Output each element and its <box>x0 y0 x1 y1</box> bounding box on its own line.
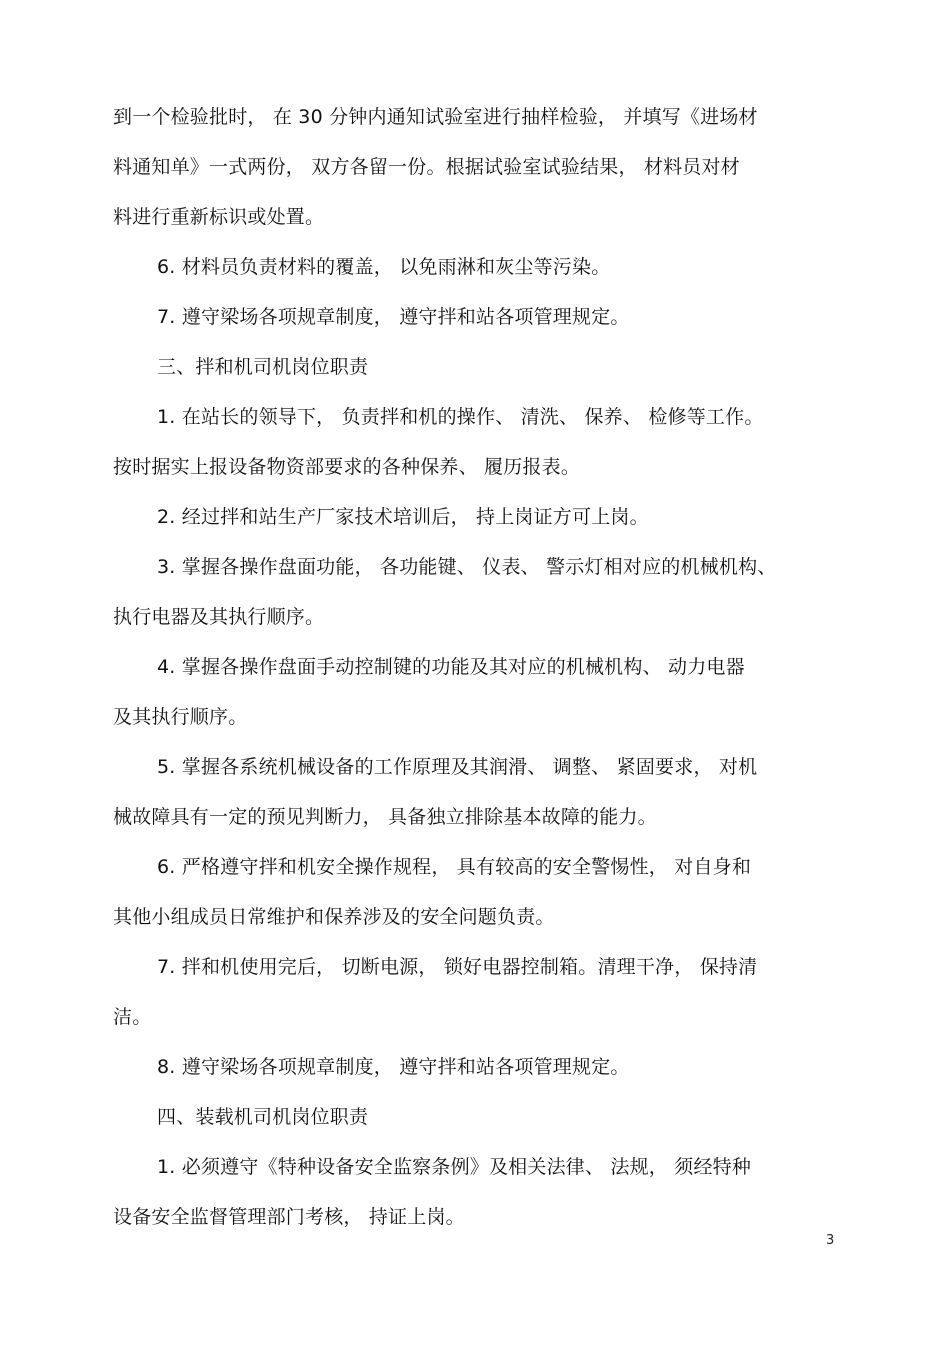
text-line-5: 7. 遵守梁场各项规章制度， 遵守拌和站各项管理规定。 <box>157 306 630 328</box>
text-line-9: 2. 经过拌和站生产厂家技术培训后， 持上岗证方可上岗。 <box>157 506 649 528</box>
text-line-20: 8. 遵守梁场各项规章制度， 遵守拌和站各项管理规定。 <box>157 1056 630 1078</box>
text-line-8: 按时据实上报设备物资部要求的各种保养、 履历报表。 <box>113 456 581 478</box>
text-line-17: 其他小组成员日常维护和保养涉及的安全问题负责。 <box>113 906 555 928</box>
text-line-10: 3. 掌握各操作盘面功能， 各功能键、 仪表、 警示灯相对应的机械机构、 <box>157 556 777 578</box>
text-line-19: 洁。 <box>113 1006 152 1028</box>
text-line-13: 及其执行顺序。 <box>113 706 248 728</box>
text-line-12: 4. 掌握各操作盘面手动控制键的功能及其对应的机械机构、 动力电器 <box>157 656 745 678</box>
page-number: 3 <box>826 1233 835 1248</box>
text-line-15: 械故障具有一定的预见判断力， 具备独立排除基本故障的能力。 <box>113 806 657 828</box>
text-line-14: 5. 掌握各系统机械设备的工作原理及其润滑、 调整、 紧固要求， 对机 <box>157 756 758 778</box>
text-line-1: 到一个检验批时， 在 30 分钟内通知试验室进行抽样检验， 并填写《进场材 <box>113 106 758 128</box>
text-line-23: 设备安全监督管理部门考核， 持证上岗。 <box>113 1206 465 1228</box>
text-line-11: 执行电器及其执行顺序。 <box>113 606 325 628</box>
text-line-22: 1. 必须遵守《特种设备安全监察条例》及相关法律、 法规， 须经特种 <box>157 1156 752 1178</box>
section-heading-3: 三、拌和机司机岗位职责 <box>157 356 369 378</box>
text-line-7: 1. 在站长的领导下， 负责拌和机的操作、 清洗、 保养、 检修等工作。 <box>157 406 764 428</box>
text-line-3: 料进行重新标识或处置。 <box>113 206 325 228</box>
section-heading-4: 四、装载机司机岗位职责 <box>157 1106 369 1128</box>
text-line-16: 6. 严格遵守拌和机安全操作规程， 具有较高的安全警惕性， 对自身和 <box>157 856 752 878</box>
text-line-4: 6. 材料员负责材料的覆盖， 以免雨淋和灰尘等污染。 <box>157 256 611 278</box>
text-line-18: 7. 拌和机使用完后， 切断电源， 锁好电器控制箱。清理干净， 保持清 <box>157 956 758 978</box>
text-line-2: 料通知单》一式两份， 双方各留一份。根据试验室试验结果， 材料员对材 <box>113 156 740 178</box>
